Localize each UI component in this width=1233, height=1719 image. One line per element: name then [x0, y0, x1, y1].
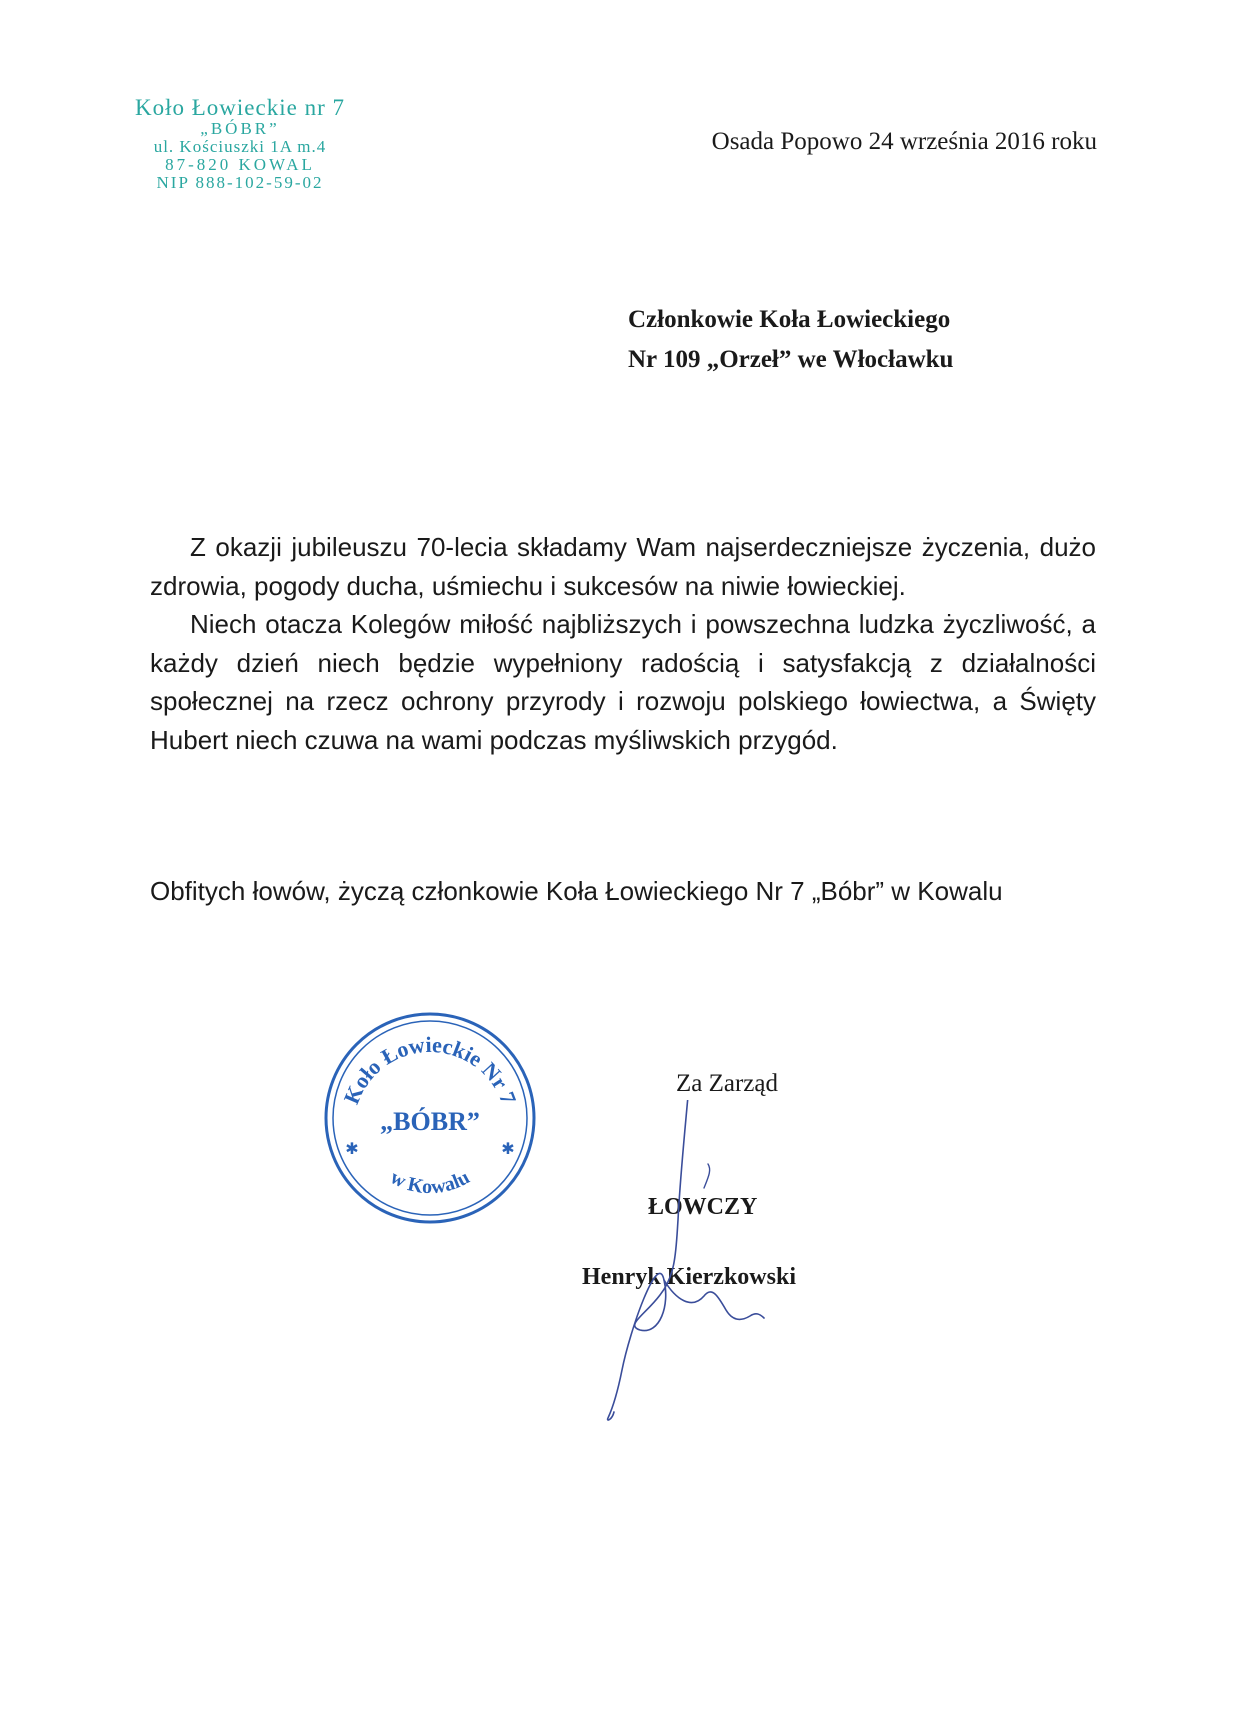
- signature-stroke-main: [608, 1100, 688, 1420]
- seal-top-text: Koło Łowieckie Nr 7: [338, 1031, 522, 1108]
- on-behalf-of: Za Zarząd: [676, 1070, 779, 1097]
- closing-text: Obfitych łowów, życzą członkowie Koła Łowieckiego Nr 7 „Bóbr” w Kowalu: [150, 876, 1003, 906]
- seal-star-right-icon: ✱: [501, 1141, 515, 1158]
- signatory-role: ŁOWCZY: [648, 1194, 758, 1220]
- sender-club-name: Koło Łowieckie nr 7: [135, 95, 345, 120]
- letter-closing: [150, 872, 1096, 911]
- signatory-name: Henryk Kierzkowski: [582, 1264, 796, 1290]
- seal-star-left-icon: ✱: [345, 1141, 359, 1158]
- sender-club-nickname: „BÓBR”: [200, 119, 280, 139]
- seal-center-text: „BÓBR”: [380, 1107, 480, 1136]
- body-paragraph-2: Niech otacza Kolegów miłość najbliższych i powszechna ludzka życzliwość, a każdy dzień niech będzie wypełniony radością i satysfakcją z działalności społecznej na rzecz ochrony przyrody i rozwoju polskiego łowiectwa, a Święty Hubert niech czuwa na wami podczas myśliwskich przygód.: [150, 609, 1096, 755]
- body-paragraph-1: Z okazji jubileuszu 70-lecia składamy Wam najserdeczniejsze życzenia, dużo zdrowia, pogody ducha, uśmiechu i sukcesów na niwie łowieckiej.: [150, 532, 1096, 601]
- handwritten-signature: [600, 1100, 860, 1440]
- recipient-block: [628, 300, 953, 380]
- signature-stroke-flourish: [664, 1280, 764, 1319]
- sender-postcode-city: 87-820 KOWAL: [165, 154, 315, 174]
- sender-tax-id: NIP 888-102-59-02: [156, 172, 324, 192]
- seal-bottom-text: w Kowalu: [386, 1166, 474, 1199]
- recipient-line-1: Członkowie Koła Łowieckiego: [628, 306, 951, 333]
- letter-date: Osada Popowo 24 września 2016 roku: [711, 128, 1097, 155]
- club-seal: [320, 1008, 540, 1228]
- signature-block: [560, 1060, 860, 1440]
- signature-stroke-hook: [704, 1164, 710, 1188]
- sender-street: ul. Kościuszki 1A m.4: [153, 136, 327, 156]
- recipient-line-2: Nr 109 „Orzeł” we Włocławku: [628, 346, 954, 373]
- letter-body: [150, 528, 1096, 759]
- sender-stamp: [100, 96, 380, 192]
